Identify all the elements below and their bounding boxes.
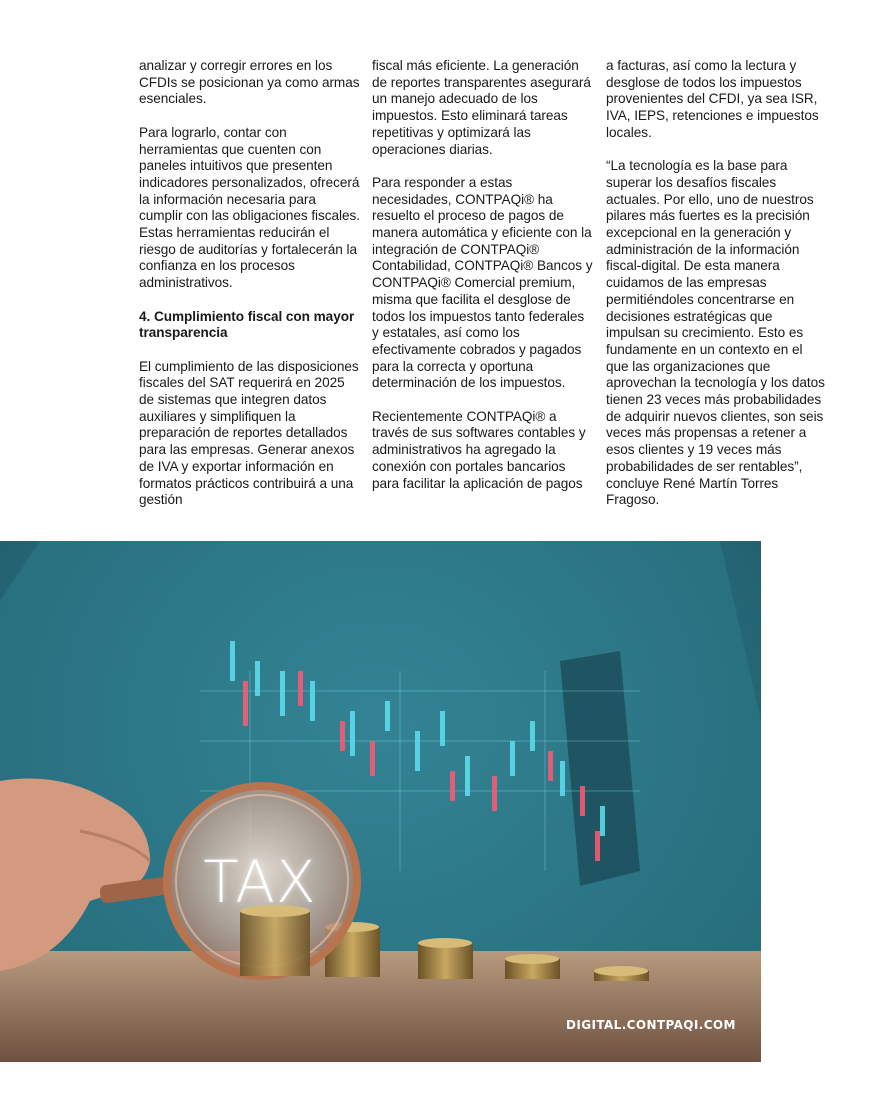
quote-paragraph: “La tecnología es la base para superar los desafíos fiscales actuales. Por ello, uno de nuestros pilares más fuertes es la precisión excepcional en la generación y administración de la información fiscal-digital. De esta manera cuidamos de las empresas permitiéndoles concentrarse en decisiones estratégicas que impulsan su crecimiento. Esto es fundamente en un contexto en el que las organizaciones que aprovechan la tecnología y los datos tienen 23 veces más probabilidades de adquirir nuevos clientes, son seis veces más propensas a retener a esos clientes y 19 veces más probabilidades de ser rentables”, concluye René Martín Torres Fragoso. bbox=[606, 158, 825, 508]
column-2 bbox=[372, 58, 594, 509]
tax-label: TAX bbox=[203, 848, 317, 916]
paragraph: a facturas, así como la lectura y desglose de todos los impuestos provenientes del CFDI, ya sea ISR, IVA, IEPS, retenciones e impuestos locales. bbox=[606, 58, 819, 140]
paragraph: Para lograrlo, contar con herramientas que cuenten con paneles intuitivos que presenten indicadores personalizados, ofrecerá la información necesaria para cumplir con las obligaciones fiscales. Estas herramientas reducirán el riesgo de auditorías y fortalecerán la confianza en los procesos administrativos. bbox=[139, 124, 360, 291]
article-columns bbox=[139, 58, 829, 518]
column-3 bbox=[606, 58, 828, 526]
paragraph: Para responder a estas necesidades, CONTPAQi® ha resuelto el proceso de pagos de manera automática y eficiente con la integración de CONTPAQi® Contabilidad, CONTPAQi® Bancos y CONTPAQi® Comercial premium, misma que facilita el desglose de todos los impuestos tanto federales y estatales, así como los efectivamente cobrados y pagados para la correcta y oportuna determinación de los impuestos. bbox=[372, 174, 593, 391]
paragraph: El cumplimiento de las disposiciones fiscales del SAT requerirá en 2025 de sistemas que integren datos auxiliares y simplifiquen la preparación de reportes detallados para las empresas. Generar anexos de IVA y exportar información en formatos prácticos contribuirá a una gestión bbox=[139, 358, 359, 508]
section-heading: 4. Cumplimiento fiscal con mayor transparencia bbox=[139, 308, 355, 341]
website-url: DIGITAL.CONTPAQI.COM bbox=[566, 1018, 736, 1032]
tax-magnifier-photo bbox=[0, 541, 761, 1062]
paragraph: Recientemente CONTPAQi® a través de sus softwares contables y administrativos ha agregado la conexión con portales bancarios para facilitar la aplicación de pagos bbox=[372, 408, 586, 491]
photo-illustration bbox=[0, 541, 761, 1062]
paragraph: analizar y corregir errores en los CFDIs se posicionan ya como armas esenciales. bbox=[139, 58, 360, 107]
column-1 bbox=[139, 58, 361, 526]
paragraph: fiscal más eficiente. La generación de reportes transparentes asegurará un manejo adecuado de los impuestos. Esto eliminará tareas repetitivas y optimizará las operaciones diarias. bbox=[372, 58, 591, 157]
